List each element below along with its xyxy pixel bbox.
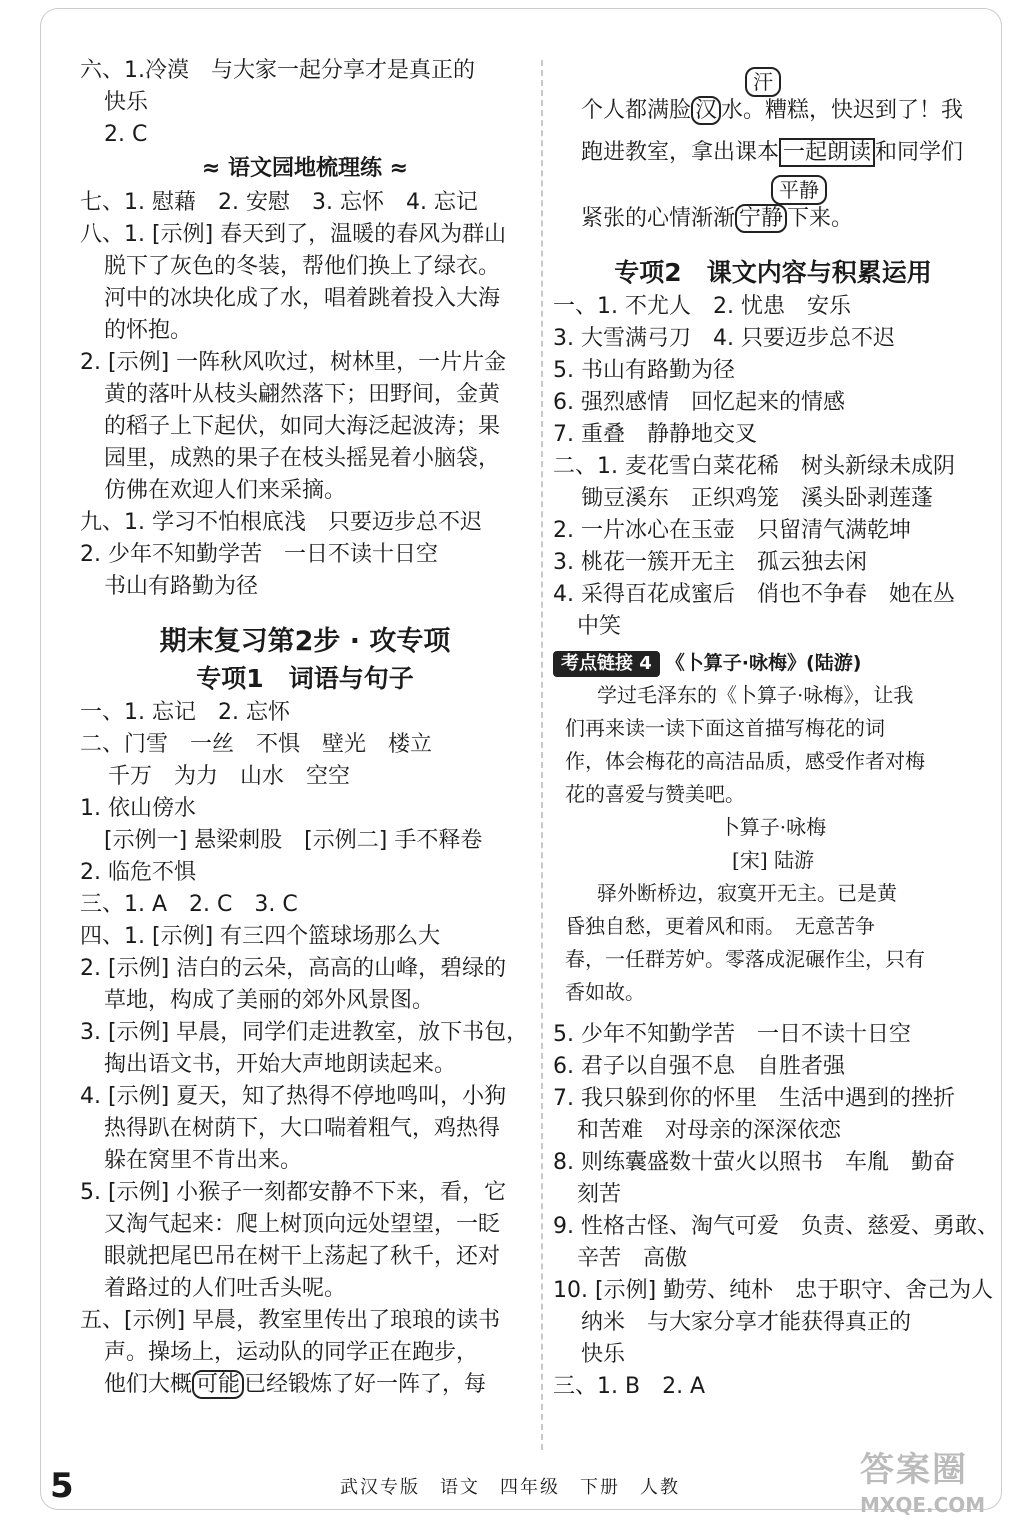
topic1-answer-4-4-l1: 热得趴在树荫下，大口喘着粗气，鸡热得 (104, 1116, 501, 1141)
correction-mark-1: 汗 (745, 67, 781, 97)
watermark-logo (860, 1448, 1010, 1528)
kaodian-badge: 考点链接 4 (553, 651, 660, 677)
answer-8-1-l2: 河中的冰块化成了水，唱着跳着投入大海 (104, 286, 501, 311)
topic2-part3: 三、1. B 2. A (553, 1374, 706, 1399)
topic1-answer-4-4-l2: 躲在窝里不肯出来。 (104, 1148, 303, 1173)
answer-8-2-l4: 仿佛在欢迎人们来采摘。 (104, 478, 347, 503)
topic1-answer-4-4-l0: 4. [示例] 夏天，知了热得不停地鸣叫，小狗 (80, 1084, 507, 1109)
topic2-part2-10-l0: 10. [示例] 勤劳、纯朴 忠于职守、舍己为人 (553, 1278, 994, 1303)
special-topic-1-title: 专项1 词语与句子 (196, 664, 414, 693)
topic1-answer-2a: 二、门雪 一丝 不惧 壁光 楼立 (80, 732, 433, 757)
answer-9-2: 2. 少年不知勤学苦 一日不读十日空 (80, 542, 438, 567)
topic1-answer-4-5-l2: 眼就把尾巴吊在树干上荡起了秋千，还对 (104, 1244, 501, 1269)
boxed-word: 宁静 (735, 204, 787, 233)
poem-body-l2: 春，一任群芳妒。零落成泥碾作尘，只有 (565, 947, 925, 971)
column-divider (541, 60, 543, 1450)
poem-body-l3: 香如故。 (565, 980, 645, 1004)
topic2-part2-5: 5. 少年不知勤学苦 一日不读十日空 (553, 1022, 911, 1047)
topic1-answer-4-3-l0: 3. [示例] 早晨，同学们走进教室，放下书包， (80, 1020, 529, 1045)
topic1-answer-4-3-l1: 掏出语文书，开始大声地朗读起来。 (104, 1052, 457, 1077)
answer-8-2-l3: 园里，成熟的果子在枝头摇晃着小脑袋， (104, 446, 501, 471)
page-number: 5 (50, 1466, 74, 1506)
boxed-word: 可能 (192, 1370, 244, 1399)
boxed-phrase: 一起朗读 (779, 138, 875, 167)
topic2-part2-2: 2. 一片冰心在玉壶 只留清气满乾坤 (553, 518, 911, 543)
correction-line-3: 紧张的心情渐渐 宁静 下来。 (581, 206, 854, 231)
topic2-part2-4-cont: 中笑 (577, 614, 622, 639)
topic1-answer-3: 三、1. A 2. C 3. C (80, 892, 298, 917)
watermark-url: MXQE.COM (860, 1493, 986, 1517)
topic2-part2-10-l2: 快乐 (581, 1342, 626, 1367)
topic2-part2-6: 6. 君子以自强不息 自胜者强 (553, 1054, 845, 1079)
topic2-part2-3: 3. 桃花一簇开无主 孤云独去闲 (553, 550, 867, 575)
answer-8-2-l1: 黄的落叶从枝头翩然落下；田野间，金黄 (104, 382, 501, 407)
topic1-answer-4-5-l3: 着路过的人们吐舌头呢。 (104, 1276, 347, 1301)
footer-edition: 武汉专版 语文 四年级 下册 人教 (340, 1477, 680, 1498)
left-column (80, 55, 530, 1401)
answer-8-2-l0: 2. [示例] 一阵秋风吹过，树林里，一片片金 (80, 350, 507, 375)
correction-line-2: 跑进教室，拿出课本 一起朗读 和同学们 (581, 140, 964, 165)
topic2-part2-10-l1: 纳米 与大家分享才能获得真正的 (581, 1310, 912, 1335)
topic2-part2-7-l0: 7. 我只躲到你的怀里 生活中遇到的挫折 (553, 1086, 955, 1111)
topic2-part2-8-l0: 8. 则练囊盛数十萤火以照书 车胤 勤奋 (553, 1150, 955, 1175)
topic2-part2-9-l0: 9. 性格古怪、淘气可爱 负责、慈爱、勇敢、 (553, 1214, 999, 1239)
answer-6-2: 2. C (104, 122, 148, 147)
watermark-text: 答案圈 (860, 1450, 968, 1490)
poem-intro-l3: 花的喜爱与赞美吧。 (565, 782, 745, 806)
section-yuwen-title: ≈ 语文园地梳理练 ≈ (201, 156, 409, 181)
topic1-answer-4-5-l0: 5. [示例] 小猴子一刻都安静不下来，看，它 (80, 1180, 507, 1205)
special-topic-2-title: 专项2 课文内容与积累运用 (614, 258, 932, 287)
poem-intro-l0: 学过毛泽东的《卜算子·咏梅》，让我 (597, 683, 914, 707)
right-column (553, 55, 999, 1403)
correction-mark-2: 平静 (771, 175, 827, 205)
boxed-word: 汉 (691, 96, 721, 125)
poem-intro-l1: 们再来读一读下面这首描写梅花的词 (565, 716, 885, 740)
topic2-answer-5: 5. 书山有路勤为径 (553, 358, 735, 383)
topic1-answer-2b: 千万 为力 山水 空空 (108, 764, 351, 789)
topic1-answer-2c: 1. 依山傍水 (80, 796, 196, 821)
poem-author: [宋] 陆游 (732, 848, 814, 872)
answer-8-1-l1: 脱下了灰色的冬装，帮他们换上了绿衣。 (104, 254, 501, 279)
poem-intro-l2: 作，体会梅花的高洁品质，感受作者对梅 (565, 749, 925, 773)
answer-8-2-l2: 的稻子上下起伏，如同大海泛起波涛；果 (104, 414, 501, 439)
topic1-answer-5-l1: 声。操场上，运动队的同学正在跑步， (104, 1340, 479, 1365)
topic2-part2-7-l1: 和苦难 对母亲的深深依恋 (577, 1118, 842, 1143)
topic1-answer-1: 一、1. 忘记 2. 忘怀 (80, 700, 290, 725)
answer-6-1-cont: 快乐 (104, 90, 149, 115)
topic2-answer-1: 一、1. 不尤人 2. 忧患 安乐 (553, 294, 851, 319)
topic2-answer-6: 6. 强烈感情 回忆起来的情感 (553, 390, 845, 415)
topic1-answer-4-2-l0: 2. [示例] 洁白的云朵，高高的山峰，碧绿的 (80, 956, 507, 981)
correction-line-1: 个人都满脸 汉 水。糟糕，快迟到了！我 (581, 98, 964, 123)
topic1-answer-4-5-l1: 又淘气起来：爬上树顶向远处望望，一眨 (104, 1212, 501, 1237)
poem-body-l1: 昏独自愁，更着风和雨。 无意苦争 (565, 914, 875, 938)
topic2-part2-1-cont: 锄豆溪东 正织鸡笼 溪头卧剥莲蓬 (581, 486, 934, 511)
topic2-answer-3: 3. 大雪满弓刀 4. 只要迈步总不迟 (553, 326, 895, 351)
answer-9-1: 九、1. 学习不怕根底浅 只要迈步总不迟 (80, 510, 482, 535)
topic2-part2-4: 4. 采得百花成蜜后 俏也不争春 她在丛 (553, 582, 955, 607)
topic1-answer-5-l2: 他们大概 可能 已经锻炼了好一阵了，每 (104, 1372, 487, 1397)
answer-9-2-cont: 书山有路勤为径 (104, 574, 259, 599)
topic2-part2-1: 二、1. 麦花雪白菜花稀 树头新绿未成阴 (553, 454, 955, 479)
answer-8-1-l3: 的怀抱。 (104, 318, 193, 343)
poem-body-l0: 驿外断桥边，寂寞开无主。已是黄 (597, 881, 897, 905)
topic1-answer-2e: 2. 临危不惧 (80, 860, 196, 885)
answer-7: 七、1. 慰藉 2. 安慰 3. 忘怀 4. 忘记 (80, 190, 478, 215)
topic2-part2-9-l1: 辛苦 高傲 (577, 1246, 688, 1271)
topic1-answer-5-l0: 五、[示例] 早晨，教室里传出了琅琅的读书 (80, 1308, 501, 1333)
kaodian-link: 考点链接 4 《卜算子·咏梅》(陆游) (553, 647, 993, 679)
final-review-title: 期末复习第2步 · 攻专项 (159, 626, 451, 657)
topic1-answer-4-1: 四、1. [示例] 有三四个篮球场那么大 (80, 924, 441, 949)
topic2-part2-8-l1: 刻苦 (577, 1182, 622, 1207)
topic2-answer-7: 7. 重叠 静静地交叉 (553, 422, 757, 447)
answer-6-1: 六、1.冷漠 与大家一起分享才是真正的 (80, 58, 476, 83)
topic1-answer-2d: [示例一] 悬梁刺股 [示例二] 手不释卷 (104, 828, 483, 853)
poem-title: 卜算子·咏梅 (719, 815, 827, 839)
topic1-answer-4-2-l1: 草地，构成了美丽的郊外风景图。 (104, 988, 435, 1013)
answer-8-1-l0: 八、1. [示例] 春天到了，温暖的春风为群山 (80, 222, 507, 247)
